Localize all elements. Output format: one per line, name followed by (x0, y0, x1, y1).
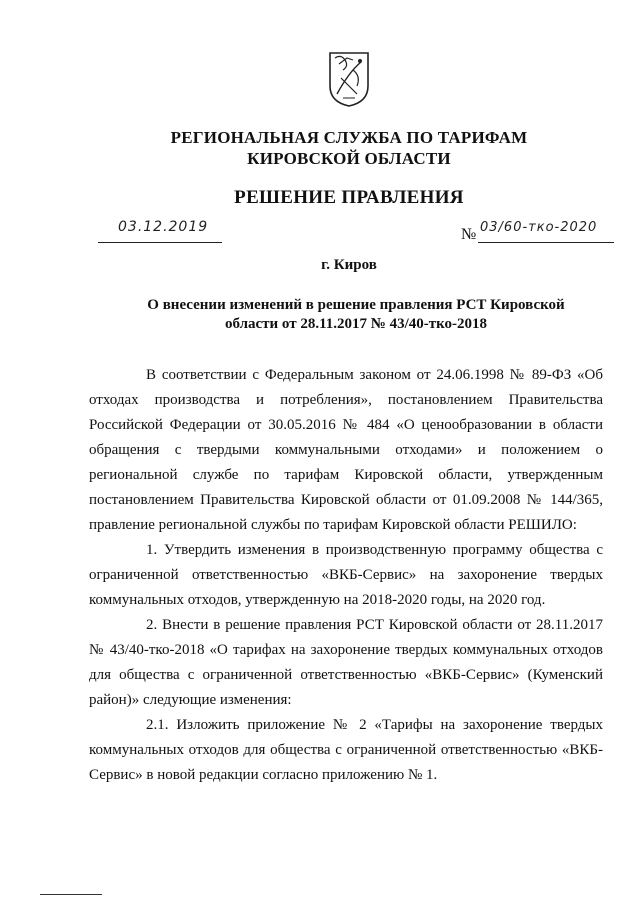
org-name-line-1: РЕГИОНАЛЬНАЯ СЛУЖБА ПО ТАРИФАМ (170, 128, 528, 147)
footer-divider (40, 894, 102, 895)
preamble-paragraph: В соответствии с Федеральным законом от 24.06.1998 № 89-ФЗ «Об отходах производства и потребления», постановлением Правительства Российской Федерации от 30.05.2016 № 484 «О ценообразовании в области обращения с твердыми коммунальными отходами» и положением о региональной службе по тарифам Кировской области, утвержденным постановлением Правительства Кировской области от 01.09.2008 № 144/365, правление региональной службы по тарифам Кировской области РЕШИЛО: (89, 367, 603, 533)
decision-subject (100, 296, 612, 334)
item-1-paragraph: 1. Утвердить изменения в производственную программу общества с ограниченной ответственностью «ВКБ-Сервис» на захоронение твердых коммунальных отходов, утвержденную на 2018-2020 годы, на 2020 год. (89, 542, 603, 608)
item-2-paragraph: 2. Внести в решение правления РСТ Кировской области от 28.11.2017 № 43/40-тко-2018 «О тарифах на захоронение твердых коммунальных отходов для общества с ограниченной ответственностью «ВКБ-Сервис» (Куменский район)» следующие изменения: (89, 617, 603, 708)
city: г. Киров (321, 257, 377, 273)
org-name-line-2: КИРОВСКОЙ ОБЛАСТИ (247, 149, 451, 168)
number-label: № (461, 226, 477, 243)
subject-line-1: О внесении изменений в решение правления РСТ Кировской (147, 297, 565, 313)
coat-of-arms-icon (327, 50, 371, 108)
document-title: РЕШЕНИЕ ПРАВЛЕНИЯ (234, 187, 464, 208)
document-date: 03.12.2019 (118, 219, 209, 235)
item-2-1-paragraph: 2.1. Изложить приложение № 2 «Тарифы на захоронение твердых коммунальных отходов для общества с ограниченной ответственностью «ВКБ-Сервис» в новой редакции согласно приложению № 1. (89, 717, 603, 783)
document-number: 03/60-тко-2020 (480, 220, 598, 235)
decision-body (89, 363, 603, 788)
subject-line-2: области от 28.11.2017 № 43/40-тко-2018 (224, 316, 488, 332)
